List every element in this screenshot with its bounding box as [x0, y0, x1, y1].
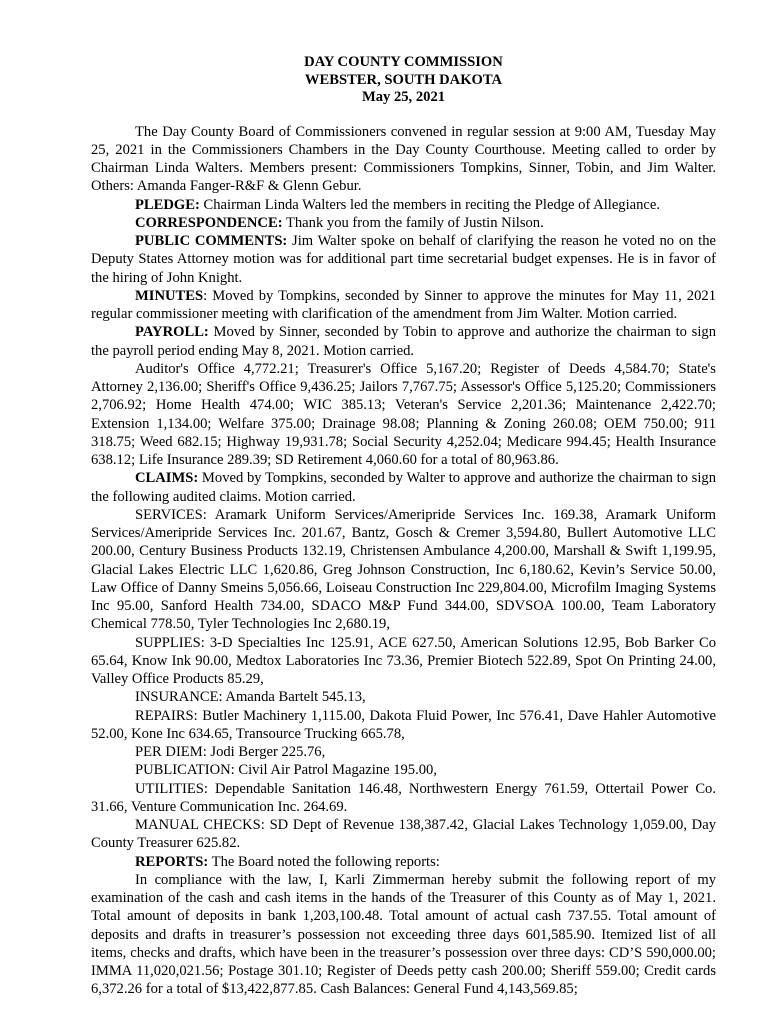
- correspondence-paragraph: [91, 214, 716, 232]
- reports-label: REPORTS:: [135, 853, 209, 870]
- pledge-label: PLEDGE:: [135, 196, 200, 213]
- claims-paragraph: [91, 469, 716, 506]
- public-comments-text: Jim Walter spoke on behalf of clarifying the reason he voted no on the Deputy States Attorney motion was for additional part time secretarial budget expenses. He is in favor of the hiring of John Knight.: [91, 233, 716, 286]
- payroll-paragraph: [91, 323, 716, 360]
- compliance-paragraph: In compliance with the law, I, Karli Zimmerman hereby submit the following report of my examination of the cash and cash items in the hands of the Treasurer of this County as of May 1, 2021. Total amount of deposits in bank 1,203,100.48. Total amount of actual cash 737.55. Total amount of deposits and drafts in treasurer’s possession not exceeding three days 601,585.90. Itemized list of all items, checks and drafts, which have been in the treasurer’s possession over three days: CD’S 590,000.00; IMMA 11,020,021.56; Postage 301.10; Register of Deeds petty cash 200.00; Sheriff 559.00; Credit cards 6,372.26 for a total of $13,422,877.85. Cash Balances: General Fund 4,143,569.85;: [91, 871, 716, 998]
- claims-text: Moved by Tompkins, seconded by Walter to approve and authorize the chairman to sign the following audited claims. Motion carried.: [91, 470, 716, 505]
- correspondence-text: Thank you from the family of Justin Nilson.: [282, 214, 544, 231]
- pledge-paragraph: [91, 196, 716, 214]
- payroll-detail-paragraph: Auditor's Office 4,772.21; Treasurer's Office 5,167.20; Register of Deeds 4,584.70; State's Attorney 2,136.00; Sheriff's Office 9,436.25; Jailors 7,767.75; Assessor's Office 5,125.20; Commissioners 2,706.92; Home Health 474.00; WIC 385.13; Veteran's Service 2,201.36; Maintenance 2,422.70; Extension 1,134.00; Welfare 375.00; Drainage 98.08; Planning & Zoning 260.08; OEM 750.00; 911 318.75; Weed 682.15; Highway 19,931.78; Social Security 4,252.04; Medicare 994.45; Health Insurance 638.12; Life Insurance 289.39; SD Retirement 4,060.60 for a total of 80,963.86.: [91, 360, 716, 468]
- payroll-label: PAYROLL:: [135, 324, 209, 341]
- repairs-paragraph: REPAIRS: Butler Machinery 1,115.00, Dakota Fluid Power, Inc 576.41, Dave Hahler Automotive 52.00, Kone Inc 634.65, Transource Trucking 665.78,: [91, 707, 716, 742]
- minutes-text: : Moved by Tompkins, seconded by Sinner to approve the minutes for May 11, 2021 regular commissioner meeting with clarification of the amendment from Jim Walter. Motion carried.: [91, 287, 716, 322]
- utilities-paragraph: UTILITIES: Dependable Sanitation 146.48, Northwestern Energy 761.59, Ottertail Power Co. 31.66, Venture Communication Inc. 264.69.: [91, 780, 716, 815]
- reports-text: The Board noted the following reports:: [208, 853, 440, 870]
- document-page: [91, 54, 716, 999]
- document-header: [91, 54, 716, 107]
- correspondence-label: CORRESPONDENCE:: [135, 214, 283, 231]
- payroll-text: Moved by Sinner, seconded by Tobin to approve and authorize the chairman to sign the payroll period ending May 8, 2021. Motion carried.: [91, 324, 716, 359]
- header-title: DAY COUNTY COMMISSION: [304, 54, 503, 70]
- publication-paragraph: PUBLICATION: Civil Air Patrol Magazine 195.00,: [135, 762, 437, 779]
- per-diem-paragraph: PER DIEM: Jodi Berger 225.76,: [135, 744, 326, 760]
- reports-paragraph: [91, 853, 716, 871]
- minutes-paragraph: [91, 287, 716, 324]
- pledge-text: Chairman Linda Walters led the members in reciting the Pledge of Allegiance.: [199, 196, 661, 213]
- minutes-label: MINUTES: [135, 287, 204, 304]
- header-location: WEBSTER, SOUTH DAKOTA: [304, 71, 503, 88]
- header-date: May 25, 2021: [361, 89, 446, 105]
- services-paragraph: SERVICES: Aramark Uniform Services/Ameripride Services Inc. 169.38, Aramark Uniform Services/Ameripride Services Inc. 201.67, Bantz, Gosch & Cremer 3,594.80, Bullert Automotive LLC 200.00, Century Business Products 132.19, Christensen Ambulance 4,200.00, Marshall & Swift 1,199.95, Glacial Lakes Electric LLC 1,620.86, Greg Johnson Construction, Inc 6,180.62, Kevin’s Service 50.00, Law Office of Danny Smeins 5,056.66, Loiseau Construction Inc 229,804.00, Microfilm Imaging Systems Inc 95.00, Sanford Health 734.00, SDACO M&P Fund 344.00, SDVSOA 100.00, Team Laboratory Chemical 778.50, Tyler Technologies Inc 2,680.19,: [91, 506, 716, 633]
- intro-paragraph: The Day County Board of Commissioners convened in regular session at 9:00 AM, Tuesday May 25, 2021 in the Commissioners Chambers in the Day County Courthouse. Meeting called to order by Chairman Linda Walters. Members present: Commissioners Tompkins, Sinner, Tobin, and Jim Walter. Others: Amanda Fanger-R&F & Glenn Gebur.: [91, 123, 716, 195]
- insurance-paragraph: INSURANCE: Amanda Bartelt 545.13,: [135, 689, 366, 706]
- claims-label: CLAIMS:: [135, 470, 199, 487]
- supplies-paragraph: SUPPLIES: 3-D Specialties Inc 125.91, ACE 627.50, American Solutions 12.95, Bob Barker Co 65.64, Know Ink 90.00, Medtox Laboratories Inc 73.36, Premier Biotech 522.89, Spot On Printing 24.00, Valley Office Products 85.29,: [91, 634, 716, 687]
- public-comments-paragraph: [91, 232, 716, 287]
- public-comments-label: PUBLIC COMMENTS:: [135, 233, 288, 249]
- manual-checks-paragraph: MANUAL CHECKS: SD Dept of Revenue 138,387.42, Glacial Lakes Technology 1,059.00, Day County Treasurer 625.82.: [91, 817, 716, 852]
